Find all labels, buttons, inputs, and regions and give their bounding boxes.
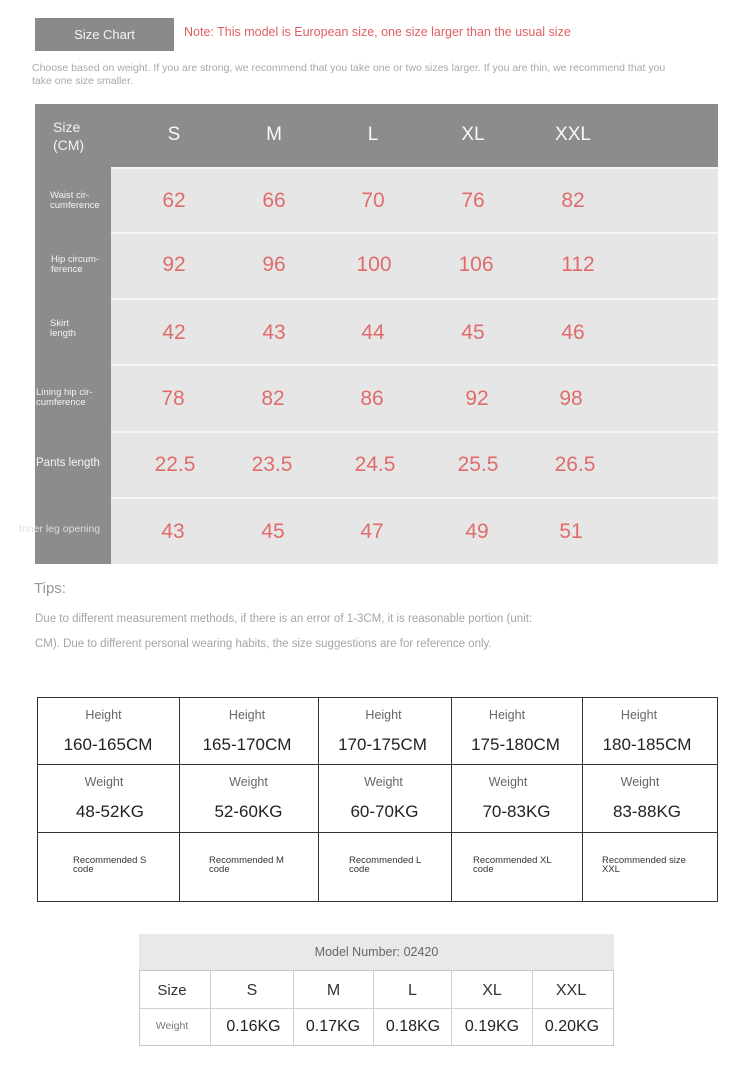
row-label-line: Inner leg opening bbox=[19, 523, 101, 535]
size-corner-line-1: Size bbox=[53, 119, 81, 135]
row-label-line: length bbox=[50, 328, 76, 339]
model-size: L bbox=[408, 982, 417, 999]
row-label-lining-hip bbox=[36, 388, 93, 408]
tips-line-2: CM). Due to different personal wearing habits, the size suggestions are for reference only. bbox=[35, 638, 492, 650]
row-label-inner-leg bbox=[19, 523, 100, 535]
model-number: Model Number: 02420 bbox=[314, 945, 439, 959]
cell-value: 66 bbox=[262, 189, 286, 212]
cell-value: 92 bbox=[162, 253, 186, 276]
size-advice-line-2: take one size smaller. bbox=[32, 75, 133, 87]
row-label-line: Waist cir- bbox=[50, 190, 90, 201]
model-size: XL bbox=[482, 982, 502, 999]
height-label: Height bbox=[620, 708, 658, 722]
row-label-line: Skirt bbox=[50, 318, 69, 329]
recommended-line: Recommended XL bbox=[473, 855, 552, 866]
row-label-line: Hip circum- bbox=[51, 254, 100, 265]
cell-value: 78 bbox=[161, 387, 185, 410]
height-range: 180-185CM bbox=[602, 735, 692, 754]
model-weight: 0.20KG bbox=[544, 1018, 600, 1035]
weight-label: Weight bbox=[620, 775, 660, 789]
cell-value: 96 bbox=[262, 253, 286, 276]
height-label: Height bbox=[365, 708, 402, 722]
height-range: 160-165CM bbox=[63, 735, 153, 754]
size-corner-line-2: (CM) bbox=[53, 137, 85, 153]
size-advice-line-1: Choose based on weight. If you are strong, we recommend that you take one or two sizes larger. If you are thin, we recommend that you bbox=[32, 62, 666, 74]
row-label-line: cumference bbox=[50, 200, 100, 211]
model-weight: 0.16KG bbox=[226, 1018, 281, 1035]
cell-value: 62 bbox=[162, 189, 186, 212]
column-divider bbox=[451, 697, 452, 902]
column-header-xxl: XXL bbox=[555, 124, 591, 145]
column-divider bbox=[179, 697, 180, 902]
height-label: Height bbox=[85, 708, 122, 722]
row-label-pants-length bbox=[36, 457, 100, 469]
weight-range: 70-83KG bbox=[482, 802, 551, 821]
recommended-line: code bbox=[209, 864, 230, 875]
cell-value: 25.5 bbox=[457, 453, 499, 476]
size-chart-label-column bbox=[35, 168, 111, 564]
tips-line-1: Due to different measurement methods, if there is an error of 1-3CM, it is reasonable portion (unit: bbox=[35, 613, 533, 625]
weight-range: 48-52KG bbox=[75, 802, 145, 821]
recommended-line: code bbox=[473, 864, 494, 875]
column-header-l: L bbox=[367, 124, 379, 145]
weight-range: 60-70KG bbox=[350, 802, 419, 821]
cell-value: 92 bbox=[465, 387, 489, 410]
cell-value: 46 bbox=[561, 321, 585, 344]
recommended-size bbox=[73, 856, 146, 874]
recommended-line: Recommended L bbox=[349, 855, 422, 866]
cell-value: 45 bbox=[261, 520, 285, 543]
model-size: XXL bbox=[555, 982, 587, 999]
model-size-label: Size bbox=[157, 982, 187, 999]
cell-value: 42 bbox=[162, 321, 186, 344]
model-weight-label: Weight bbox=[155, 1020, 189, 1032]
model-size: S bbox=[246, 982, 258, 999]
recommended-size bbox=[349, 856, 421, 874]
recommended-line: Recommended M bbox=[209, 855, 284, 866]
column-header-s: S bbox=[167, 124, 181, 145]
cell-value: 45 bbox=[461, 321, 485, 344]
row-label-line: cumference bbox=[36, 397, 86, 408]
column-divider bbox=[582, 697, 583, 902]
cell-value: 47 bbox=[360, 520, 384, 543]
cell-value: 24.5 bbox=[354, 453, 396, 476]
weight-range: 52-60KG bbox=[214, 802, 283, 821]
tips-heading: Tips: bbox=[34, 580, 66, 597]
cell-value: 86 bbox=[360, 387, 384, 410]
recommended-line: Recommended size bbox=[602, 855, 686, 866]
recommended-size bbox=[602, 856, 686, 874]
recommended-size bbox=[473, 856, 552, 874]
model-weight: 0.17KG bbox=[305, 1018, 361, 1035]
recommended-size bbox=[209, 856, 284, 874]
row-divider bbox=[111, 232, 718, 234]
row-divider bbox=[111, 167, 718, 169]
row-label-hip bbox=[51, 255, 99, 275]
size-advice-text bbox=[32, 62, 712, 88]
cell-value: 49 bbox=[465, 520, 489, 543]
weight-label: Weight bbox=[84, 775, 124, 789]
weight-label: Weight bbox=[364, 775, 403, 789]
recommended-line: XXL bbox=[602, 864, 620, 875]
row-label-line: ference bbox=[51, 264, 83, 275]
height-range: 170-175CM bbox=[338, 735, 427, 754]
weight-range: 83-88KG bbox=[612, 802, 682, 821]
size-chart-tag: Size Chart bbox=[35, 18, 174, 51]
cell-value: 26.5 bbox=[554, 453, 596, 476]
weight-label: Weight bbox=[488, 775, 528, 789]
row-label-waist bbox=[50, 191, 100, 211]
column-header-m: M bbox=[266, 124, 282, 145]
european-size-note: Note: This model is European size, one size larger than the usual size bbox=[184, 25, 571, 39]
cell-value: 51 bbox=[559, 520, 583, 543]
cell-value: 98 bbox=[559, 387, 583, 410]
cell-value: 100 bbox=[356, 253, 392, 276]
row-divider bbox=[111, 298, 718, 300]
cell-value: 82 bbox=[561, 189, 585, 212]
cell-value: 44 bbox=[361, 321, 385, 344]
cell-value: 43 bbox=[262, 321, 286, 344]
height-range: 175-180CM bbox=[471, 735, 560, 754]
column-header-xl: XL bbox=[461, 124, 485, 145]
cell-value: 82 bbox=[261, 387, 285, 410]
cell-value: 70 bbox=[361, 189, 385, 212]
height-range: 165-170CM bbox=[202, 735, 292, 754]
row-divider bbox=[111, 497, 718, 499]
cell-value: 76 bbox=[461, 189, 485, 212]
recommended-line: Recommended S bbox=[73, 855, 147, 866]
cell-value: 23.5 bbox=[251, 453, 293, 476]
weight-label: Weight bbox=[229, 775, 268, 789]
model-size: M bbox=[326, 982, 341, 999]
cell-value: 43 bbox=[161, 520, 185, 543]
row-divider bbox=[111, 364, 718, 366]
model-weight: 0.19KG bbox=[464, 1018, 520, 1035]
row-label-skirt-length bbox=[50, 319, 76, 339]
recommended-line: code bbox=[349, 864, 370, 875]
cell-value: 106 bbox=[458, 253, 494, 276]
height-label: Height bbox=[228, 708, 266, 722]
cell-value: 112 bbox=[561, 253, 595, 276]
height-label: Height bbox=[488, 708, 526, 722]
cell-value: 22.5 bbox=[154, 453, 196, 476]
recommended-line: code bbox=[73, 864, 94, 875]
size-cm-corner bbox=[53, 118, 84, 154]
column-divider bbox=[318, 697, 319, 902]
row-divider bbox=[111, 431, 718, 433]
model-weight: 0.18KG bbox=[385, 1018, 441, 1035]
row-divider bbox=[37, 832, 718, 833]
row-divider bbox=[37, 764, 718, 765]
row-label-line: Pants length bbox=[36, 457, 100, 469]
row-label-line: Lining hip cir- bbox=[36, 387, 93, 398]
